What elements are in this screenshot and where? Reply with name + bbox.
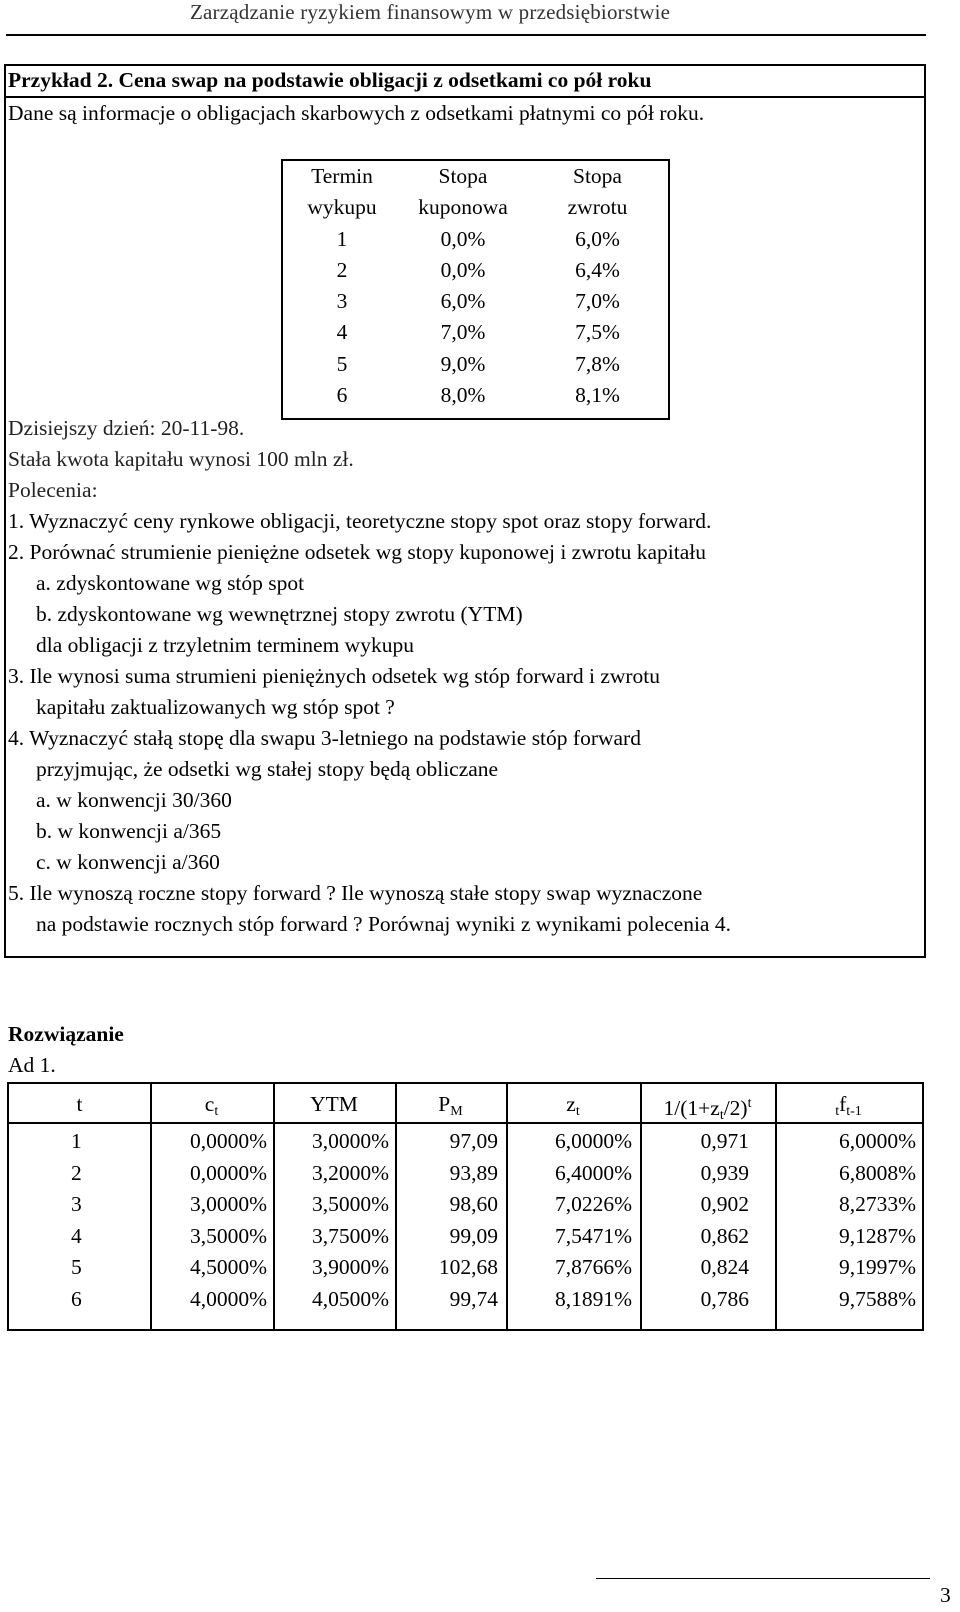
results-cell: 4,0000% <box>189 1287 267 1311</box>
results-cell: 0,971 <box>700 1129 749 1153</box>
results-cell: 7,5471% <box>554 1223 632 1248</box>
intro-text: Dane są informacje o obligacjach skarbowych z odsetkami płatnymi co pół roku. <box>8 101 705 125</box>
bond-cell: 7,5% <box>575 320 620 345</box>
results-cell: 7,8766% <box>554 1255 632 1280</box>
example-title: Przykład 2. Cena swap na podstawie obligacji z odsetkami co pół roku <box>8 68 652 92</box>
results-cell: 3,2000% <box>311 1160 389 1185</box>
task-line: 4. Wyznaczyć stałą stopę dla swapu 3-letniego na podstawie stóp forward <box>8 726 641 750</box>
results-cell: 6,0000% <box>554 1129 632 1153</box>
task-line: c. w konwencji a/360 <box>36 850 220 874</box>
task-line: b. zdyskontowane wg wewnętrznej stopy zwrotu (YTM) <box>36 602 523 626</box>
results-cell: 5 <box>71 1255 82 1280</box>
results-cell: 3,0000% <box>311 1129 389 1153</box>
footer-rule <box>596 1578 930 1579</box>
bond-header: Stopa <box>438 164 488 188</box>
task-line: a. w konwencji 30/360 <box>36 788 232 812</box>
page-number: 3 <box>940 1583 951 1607</box>
header-price: $P_M$ <box>438 1092 463 1119</box>
results-cell: 97,09 <box>449 1129 498 1153</box>
header-t: t <box>76 1092 83 1116</box>
results-cell: 3,7500% <box>311 1223 389 1248</box>
task-line: kapitału zaktualizowanych wg stóp spot ? <box>36 695 395 719</box>
bond-cell: 6 <box>336 383 348 408</box>
results-cell: 4,5000% <box>189 1255 267 1280</box>
results-cell: 3,5000% <box>189 1223 267 1248</box>
bond-cell: 4 <box>336 320 348 345</box>
solution-title: Rozwiązanie <box>8 1022 124 1046</box>
task-line: 1. Wyznaczyć ceny rynkowe obligacji, teoretyczne stopy spot oraz stopy forward. <box>8 509 712 533</box>
bond-cell: 8,1% <box>575 383 620 408</box>
results-cell: 0,0000% <box>189 1160 267 1185</box>
task-line: a. zdyskontowane wg stóp spot <box>36 571 305 595</box>
header-spot: $z_t$ <box>566 1092 580 1119</box>
bond-header: wykupu <box>307 195 377 220</box>
results-cell: 3,5000% <box>311 1192 389 1217</box>
results-cell: 3,9000% <box>311 1255 389 1280</box>
results-header-rule <box>9 1122 922 1124</box>
running-header: Zarządzanie ryzykiem finansowym w przedsiębiorstwie <box>190 0 671 24</box>
bond-cell: 8,0% <box>440 383 486 408</box>
results-cell: 0,862 <box>700 1223 749 1248</box>
results-cell: 98,60 <box>449 1192 498 1217</box>
bond-cell: 5 <box>336 351 348 376</box>
bond-cell: 7,8% <box>575 351 620 376</box>
results-cell: 8,1891% <box>554 1287 632 1311</box>
header-forward: $_tf_{t-1}$ <box>835 1092 862 1119</box>
bond-cell: 0,0% <box>440 226 486 251</box>
bond-header: Stopa <box>573 164 622 188</box>
bond-column-coupon <box>401 161 525 411</box>
results-cell: 8,2733% <box>838 1192 916 1217</box>
results-cell: 3,0000% <box>189 1192 267 1217</box>
bond-cell: 0,0% <box>440 257 486 282</box>
header-ytm: YTM <box>310 1092 358 1116</box>
results-cell: 99,09 <box>449 1223 498 1248</box>
header-coupon: $c_t$ <box>204 1092 219 1119</box>
results-cell: 3 <box>71 1192 82 1217</box>
task-line: 5. Ile wynoszą roczne stopy forward ? Ile wynoszą stałe stopy swap wyznaczone <box>8 881 703 905</box>
bond-cell: 6,4% <box>575 257 620 282</box>
bond-header: zwrotu <box>567 195 628 220</box>
results-cell: 0,786 <box>700 1287 749 1311</box>
bond-cell: 7,0% <box>575 289 620 314</box>
header-discount-factor: $1/(1+z_t/2)^t$ <box>663 1096 752 1123</box>
results-cell: 102,68 <box>438 1255 498 1280</box>
results-cell: 0,824 <box>700 1255 749 1280</box>
bond-header: Termin <box>311 164 373 188</box>
capital-text: Stała kwota kapitału wynosi 100 mln zł. <box>8 447 354 471</box>
results-cell: 4,0500% <box>311 1287 389 1311</box>
results-cell: 7,0226% <box>554 1192 632 1217</box>
title-rule <box>4 96 926 98</box>
bond-cell: 1 <box>336 226 348 251</box>
task-line: na podstawie rocznych stóp forward ? Porównaj wyniki z wynikami polecenia 4. <box>36 912 731 936</box>
results-cell: 99,74 <box>449 1287 498 1311</box>
bond-cell: 6,0% <box>575 226 620 251</box>
bond-column-yield <box>525 161 670 411</box>
results-cell: 2 <box>71 1160 82 1185</box>
bond-column-maturity <box>283 161 401 411</box>
results-cell: 6,8008% <box>838 1160 916 1185</box>
results-cell: 6,0000% <box>838 1129 916 1153</box>
task-line: przyjmując, że odsetki wg stałej stopy będą obliczane <box>36 757 499 781</box>
today-text: Dzisiejszy dzień: 20-11-98. <box>8 416 245 440</box>
results-cell: 0,0000% <box>189 1129 267 1153</box>
section-label: Ad 1. <box>8 1053 56 1077</box>
task-line: b. w konwencji a/365 <box>36 819 222 843</box>
results-cell: 0,902 <box>700 1192 749 1217</box>
results-cell: 9,7588% <box>838 1287 916 1311</box>
bond-table <box>281 159 670 420</box>
results-cell: 6 <box>71 1287 82 1311</box>
bond-cell: 7,0% <box>440 320 486 345</box>
tasks-label: Polecenia: <box>8 478 98 502</box>
results-table <box>7 1082 924 1331</box>
results-cell: 9,1287% <box>838 1223 916 1248</box>
results-cell: 9,1997% <box>838 1255 916 1280</box>
bond-header: kuponowa <box>418 195 508 220</box>
results-cell: 0,939 <box>700 1160 749 1185</box>
bond-cell: 9,0% <box>440 351 486 376</box>
results-cell: 93,89 <box>449 1160 498 1185</box>
bond-cell: 6,0% <box>440 289 486 314</box>
bond-cell: 3 <box>336 289 348 314</box>
task-line: dla obligacji z trzyletnim terminem wykupu <box>36 633 414 657</box>
results-cell: 6,4000% <box>554 1160 632 1185</box>
task-line: 2. Porównać strumienie pieniężne odsetek wg stopy kuponowej i zwrotu kapitału <box>8 540 706 564</box>
task-line: 3. Ile wynosi suma strumieni pieniężnych odsetek wg stóp forward i zwrotu <box>8 664 661 688</box>
results-cell: 4 <box>71 1223 82 1248</box>
results-cell: 1 <box>71 1129 82 1153</box>
header-rule <box>6 34 926 36</box>
bond-cell: 2 <box>336 257 348 282</box>
